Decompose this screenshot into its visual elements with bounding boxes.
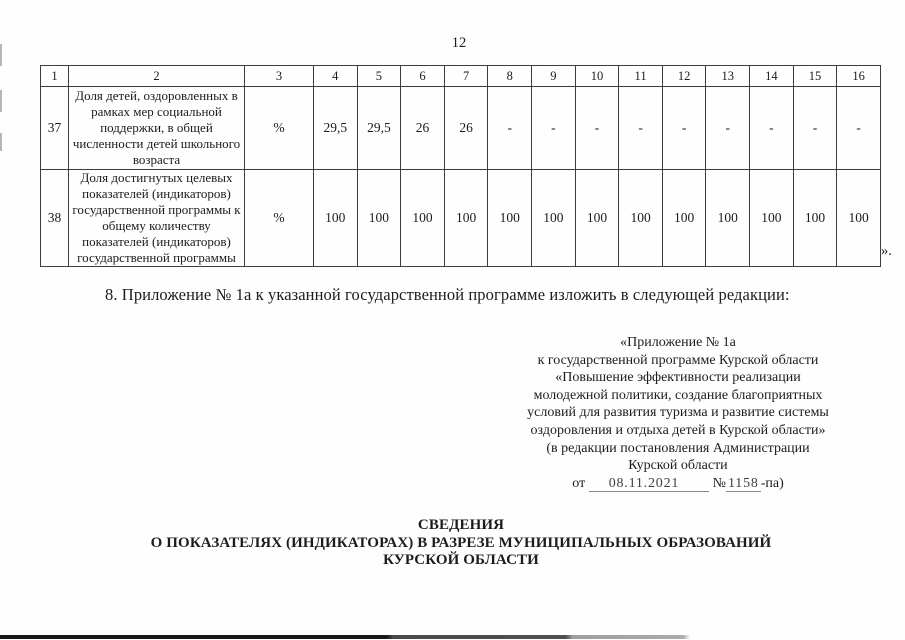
appendix-line: «Повышение эффективности реализации [555,370,801,386]
row-number: 37 [41,87,69,170]
header-cell: 6 [401,66,445,87]
value-cell: - [619,87,663,170]
number-sign: № [712,475,727,491]
table-row-37 [41,87,881,170]
value-cell: 100 [444,170,488,267]
value-cell: - [793,87,837,170]
value-cell: - [662,87,706,170]
header-cell: 10 [575,66,619,87]
amendment-paragraph: 8. Приложение № 1а к указанной государственной программе изложить в следующей редакции: [105,285,790,304]
header-cell: 14 [750,66,794,87]
appendix-line: оздоровления и отдыха детей в Курской области» [530,422,826,438]
value-cell: 100 [793,170,837,267]
header-cell: 3 [245,66,314,87]
header-cell: 4 [314,66,358,87]
value-cell: - [837,87,881,170]
scan-artifact-left-dash [0,44,2,66]
header-cell: 5 [357,66,401,87]
value-cell: 100 [532,170,576,267]
table-header-row [41,66,881,87]
appendix-line: (в редакции постановления Администрации [546,440,810,456]
appendix-line: к государственной программе Курской области [537,352,819,368]
header-cell: 11 [619,66,663,87]
decree-suffix: -па) [760,475,784,491]
indicators-table [40,65,881,267]
header-cell: 7 [444,66,488,87]
unit-cell: % [245,87,314,170]
value-cell: 29,5 [314,87,358,170]
scan-artifact-bottom-bar [0,635,690,639]
unit-cell: % [245,170,314,267]
value-cell: 26 [444,87,488,170]
row-number: 38 [41,170,69,267]
scan-artifact-left-dash [0,133,2,151]
value-cell: - [750,87,794,170]
underline-blank [681,476,709,492]
underline-blank [589,476,607,492]
value-cell: 100 [357,170,401,267]
indicator-text: Доля достигнутых целевых показателей (индикаторов) государственной программы к общему количеству показателей (индикаторов) государственной программы [69,170,245,267]
value-cell: 100 [401,170,445,267]
decree-date-line [495,475,861,493]
value-cell: - [706,87,750,170]
document-title [16,517,905,570]
appendix-reference-block [495,334,861,492]
appendix-line: «Приложение № 1а [620,335,736,350]
header-cell: 2 [69,66,245,87]
value-cell: 100 [575,170,619,267]
header-cell: 1 [41,66,69,87]
appendix-line: молодежной политики, создание благоприятных [533,387,823,403]
header-cell: 15 [793,66,837,87]
value-cell: 29,5 [357,87,401,170]
value-cell: - [488,87,532,170]
table-row-38 [41,170,881,267]
value-cell: 100 [314,170,358,267]
header-cell: 13 [706,66,750,87]
value-cell: - [575,87,619,170]
date-prefix: от [572,475,586,491]
value-cell: 26 [401,87,445,170]
page-number: 12 [451,35,467,51]
value-cell: 100 [750,170,794,267]
value-cell: 100 [662,170,706,267]
header-cell: 16 [837,66,881,87]
header-cell: 8 [488,66,532,87]
indicator-text: Доля детей, оздоровленных в рамках мер социальной поддержки, в общей численности детей школьного возраста [69,87,245,170]
closing-quote-mark: ». [881,243,892,259]
appendix-line: условий для развития туризма и развитие системы [527,405,829,421]
title-line-2: О ПОКАЗАТЕЛЯХ (ИНДИКАТОРАХ) В РАЗРЕЗЕ МУНИЦИПАЛЬНЫХ ОБРАЗОВАНИЙ [150,534,772,551]
value-cell: 100 [706,170,750,267]
value-cell: 100 [619,170,663,267]
scan-artifact-left-dash [0,90,2,112]
title-line-3: КУРСКОЙ ОБЛАСТИ [383,552,539,568]
value-cell: - [532,87,576,170]
decree-date: 08.11.2021 [608,475,680,491]
appendix-line: Курской области [628,458,728,474]
decree-number: 1158 [728,475,759,491]
title-line-1: СВЕДЕНИЯ [417,517,505,533]
header-cell: 9 [532,66,576,87]
value-cell: 100 [488,170,532,267]
value-cell: 100 [837,170,881,267]
header-cell: 12 [662,66,706,87]
